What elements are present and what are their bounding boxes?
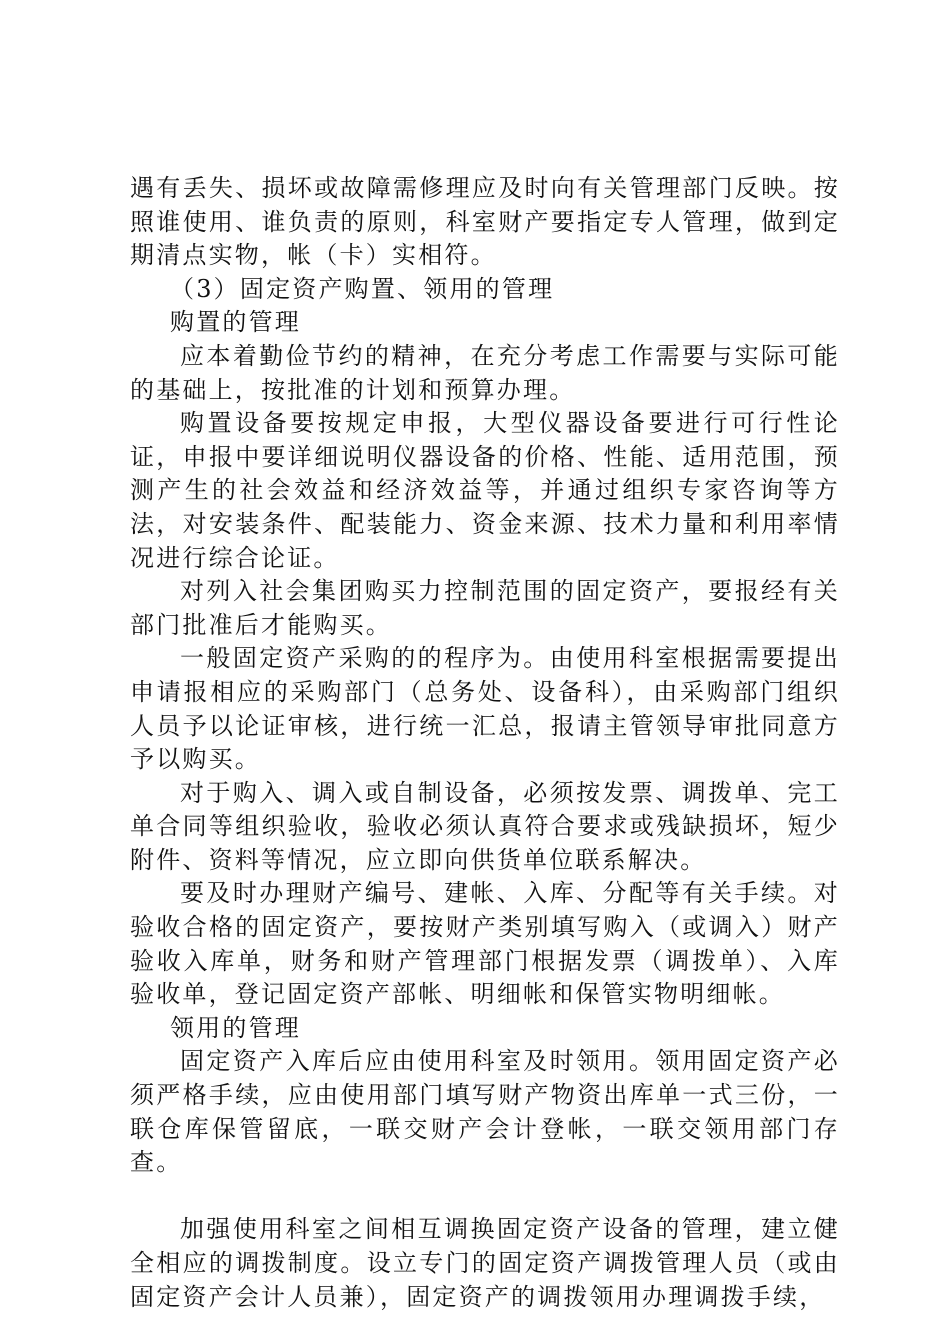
paragraph-acceptance: 对于购入、调入或自制设备，必须按发票、调拨单、完工单合同等组织验收，验收必须认真符合要求或残缺损坏，短少附件、资料等情况，应立即向供货单位联系解决。 (130, 778, 840, 874)
paragraph-procurement-procedure: 一般固定资产采购的的程序为。由使用科室根据需要提出申请报相应的采购部门（总务处、设备科），由采购部门组织人员予以论证审核，进行统一汇总，报请主管领导审批同意方予以购买。 (130, 644, 840, 774)
document-body (130, 172, 840, 1314)
paragraph-registration: 要及时办理财产编号、建帐、入库、分配等有关手续。对验收合格的固定资产，要按财产类别填写购入（或调入）财产验收入库单，财务和财产管理部门根据发票（调拨单）、入库验收单，登记固定资产部帐、明细帐和保管实物明细帐。 (130, 879, 840, 1009)
paragraph-loss-report: 遇有丢失、损坏或故障需修理应及时向有关管理部门反映。按照谁使用、谁负责的原则，科室财产要指定专人管理，做到定期清点实物，帐（卡）实相符。 (130, 174, 840, 270)
paragraph-spacer (130, 1180, 840, 1214)
subheading-purchase: 购置的管理 (170, 308, 301, 337)
paragraph-group-purchasing: 对列入社会集团购买力控制范围的固定资产，要报经有关部门批准后才能购买。 (130, 577, 840, 639)
subheading-use: 领用的管理 (170, 1013, 301, 1042)
paragraph-equipment-application: 购置设备要按规定申报，大型仪器设备要进行可行性论证，申报中要详细说明仪器设备的价格、性能、适用范围，预测产生的社会效益和经济效益等，并通过组织专家咨询等方法，对安装条件、配装能力、资金来源、技术力量和利用率情况进行综合论证。 (130, 409, 840, 572)
paragraph-thrift: 应本着勤俭节约的精神，在充分考虑工作需要与实际可能的基础上，按批准的计划和预算办理。 (130, 341, 840, 404)
paragraph-transfer: 加强使用科室之间相互调换固定资产设备的管理，建立健全相应的调拨制度。设立专门的固定资产调拨管理人员（或由固定资产会计人员兼），固定资产的调拨领用办理调拨手续， (130, 1215, 840, 1311)
section-heading-purchase-use: （3）固定资产购置、领用的管理 (170, 274, 555, 303)
paragraph-collection: 固定资产入库后应由使用科室及时领用。领用固定资产必须严格手续，应由使用部门填写财产物资出库单一式三份，一联仓库保管留底，一联交财产会计登帐，一联交领用部门存查。 (130, 1047, 840, 1177)
